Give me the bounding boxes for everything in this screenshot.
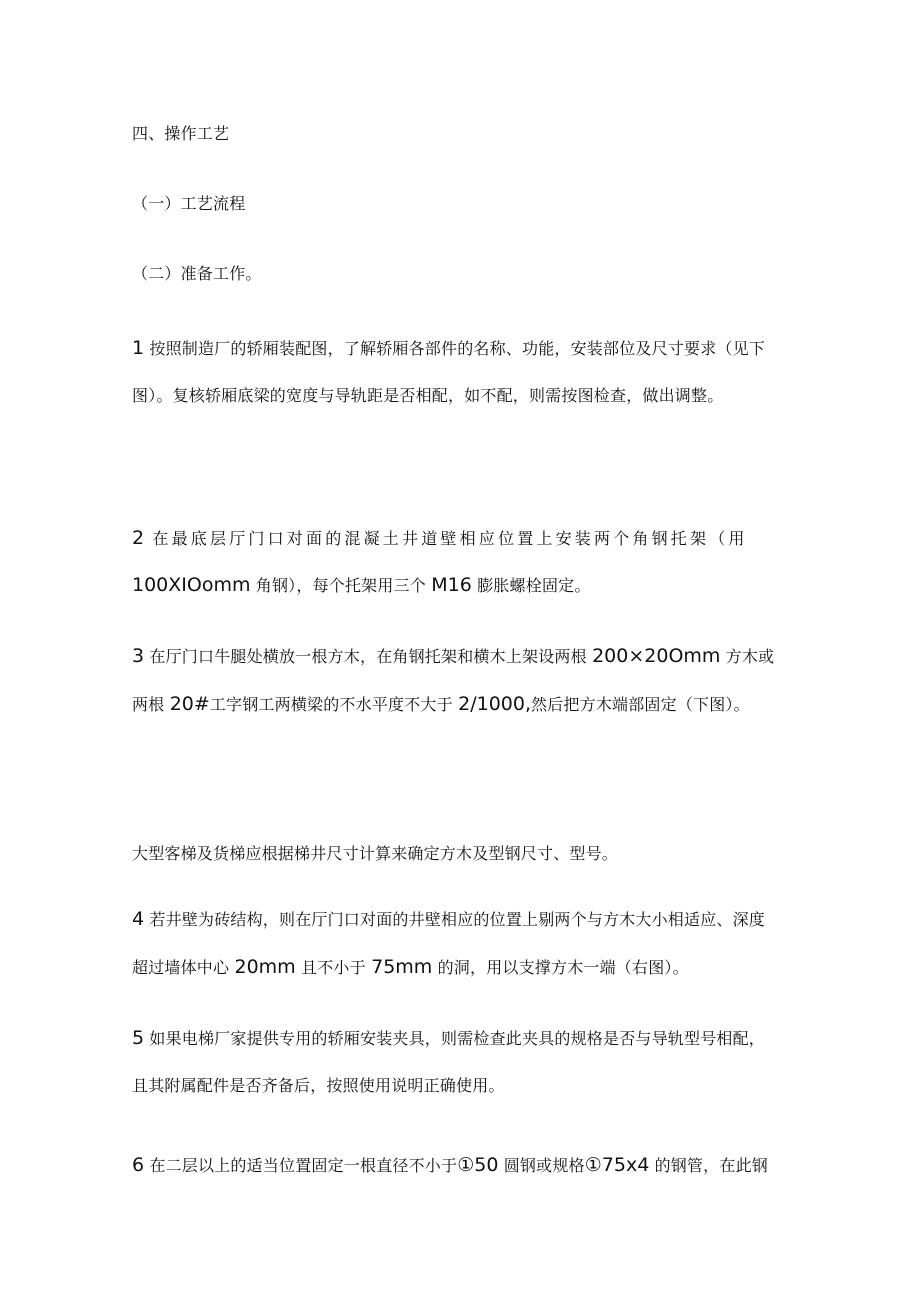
paragraph-text: 工字钢工两横梁的不水平度不大于 — [209, 695, 453, 714]
bolt-spec: M16 — [431, 574, 472, 596]
subheading-process-flow — [132, 193, 245, 215]
round-steel-diameter: ①50 — [457, 1154, 499, 1176]
paragraph-text: 如果电梯厂家提供专用的轿厢安装夹具，则需检查此夹具的规格是否与导轨型号相配， — [149, 1029, 765, 1048]
item-number: 4 — [132, 908, 145, 930]
angle-steel-spec: 100XIOomm — [132, 574, 251, 596]
paragraph-4-line-1 — [132, 908, 765, 931]
paragraph-text: 图）。复核轿厢底梁的宽度与导轨距是否相配，如不配，则需按图检查，做出调整。 — [132, 386, 724, 405]
steel-pipe-spec: ①75x4 — [584, 1154, 650, 1176]
heading-text: 四、操作工艺 — [132, 124, 230, 143]
item-number: 3 — [132, 645, 145, 667]
paragraph-3-line-1 — [132, 645, 774, 668]
paragraph-text: 两根 — [132, 695, 165, 714]
paragraph-text: 在二层以上的适当位置固定一根直径不小于 — [149, 1156, 458, 1175]
paragraph-text: 若井壁为砖结构，则在厅门口对面的井壁相应的位置上剔两个与方木大小相适应、深度 — [149, 910, 765, 929]
paragraph-text: 的钢管，在此钢 — [654, 1156, 768, 1175]
item-number: 1 — [132, 337, 145, 359]
paragraph-text: 圆钢或规格 — [503, 1156, 585, 1175]
paragraph-4-line-2 — [132, 956, 689, 979]
paragraph-2-line-1 — [132, 527, 748, 550]
subheading-preparation — [132, 263, 262, 285]
note-line — [132, 843, 618, 865]
timber-spec: 200×20Omm — [592, 645, 721, 667]
paragraph-2-line-2 — [132, 574, 591, 597]
paragraph-text: 方木或 — [725, 647, 775, 666]
paragraph-1-line-2 — [132, 385, 723, 407]
paragraph-text: 膨胀螺栓固定。 — [477, 576, 591, 595]
paragraph-6-line-1 — [132, 1154, 768, 1177]
item-number: 6 — [132, 1154, 145, 1176]
paragraph-text: 在厅门口牛腿处横放一根方木，在角钢托架和横木上架设两根 — [149, 647, 587, 666]
paragraph-1-line-1 — [132, 337, 765, 360]
paragraph-text: 且其附属配件是否齐备后，按照使用说明正确使用。 — [132, 1076, 505, 1095]
levelness-ratio: 2/1000, — [458, 693, 532, 715]
heading-text: （一）工艺流程 — [132, 194, 246, 213]
item-number: 2 — [132, 527, 145, 549]
paragraph-text: 且不小于 — [301, 958, 366, 977]
paragraph-text: 在最底层厅门口对面的混凝土井道壁相应位置上安装两个角钢托架（用 — [152, 529, 748, 548]
paragraph-5-line-2 — [132, 1075, 505, 1097]
item-number: 5 — [132, 1027, 145, 1049]
paragraph-text: 然后把方木端部固定（下图）。 — [531, 695, 750, 714]
depth-value: 20mm — [234, 956, 296, 978]
paragraph-text: 按照制造厂的轿厢装配图，了解轿厢各部件的名称、功能，安装部位及尺寸要求（见下 — [149, 339, 765, 358]
min-depth-value: 75mm — [371, 956, 433, 978]
paragraph-text: 角钢），每个托架用三个 — [255, 576, 426, 595]
paragraph-text: 超过墙体中心 — [132, 958, 230, 977]
i-beam-spec: 20# — [169, 693, 210, 715]
paragraph-3-line-2 — [132, 693, 750, 716]
section-heading-operation-process — [132, 123, 229, 145]
heading-text: （二）准备工作。 — [132, 264, 262, 283]
paragraph-text: 的洞，用以支撑方木一端（右图）。 — [437, 958, 689, 977]
paragraph-5-line-1 — [132, 1027, 765, 1050]
paragraph-text: 大型客梯及货梯应根据梯井尺寸计算来确定方木及型钢尺寸、型号。 — [132, 844, 619, 863]
